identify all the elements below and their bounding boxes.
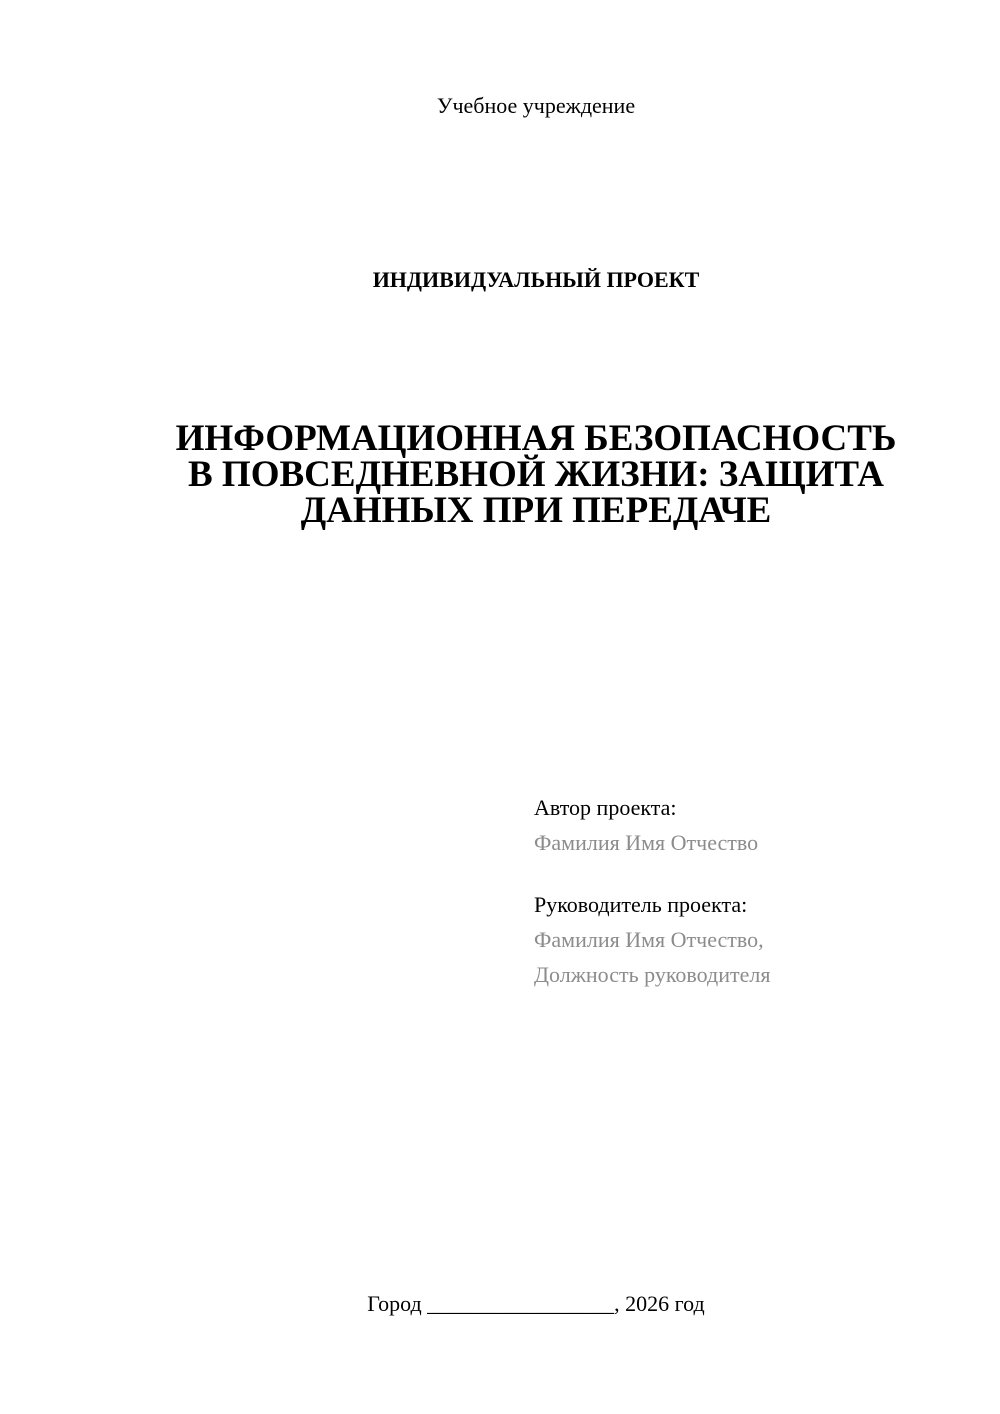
supervisor-position-placeholder: Должность руководителя bbox=[534, 962, 771, 987]
project-title-line-2: В ПОВСЕДНЕВНОЙ ЖИЗНИ: ЗАЩИТА bbox=[188, 454, 884, 495]
project-title bbox=[150, 418, 922, 531]
author-label: Автор проекта: bbox=[534, 795, 677, 820]
authors-block bbox=[534, 790, 974, 992]
institution-name: Учебное учреждение bbox=[436, 93, 636, 118]
supervisor-name-placeholder: Фамилия Имя Отчество, bbox=[534, 927, 764, 952]
project-title-line-1: ИНФОРМАЦИОННАЯ БЕЗОПАСНОСТЬ bbox=[175, 418, 897, 459]
authors-spacer bbox=[534, 860, 974, 887]
project-type-heading: ИНДИВИДУАЛЬНЫЙ ПРОЕКТ bbox=[372, 267, 700, 292]
author-name-placeholder: Фамилия Имя Отчество bbox=[534, 830, 759, 855]
project-title-line-3: ДАННЫХ ПРИ ПЕРЕДАЧЕ bbox=[300, 490, 772, 531]
supervisor-label: Руководитель проекта: bbox=[534, 892, 748, 917]
city-year-line: Город _________________, 2026 год bbox=[367, 1291, 705, 1316]
